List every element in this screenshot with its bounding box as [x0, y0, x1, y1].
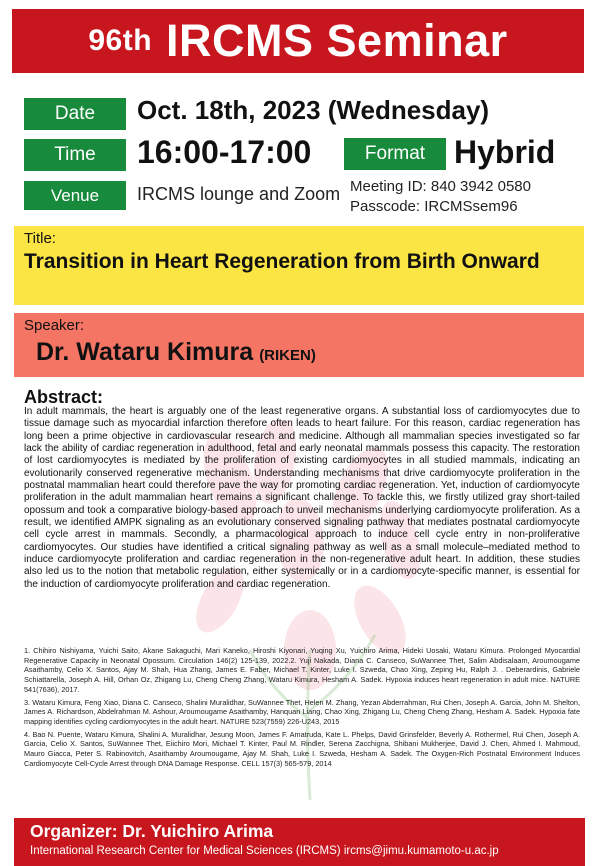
time-value: 16:00-17:00 [137, 134, 312, 170]
format-label: Format [344, 138, 446, 170]
title-label: Title: [24, 230, 56, 247]
abstract-body: In adult mammals, the heart is arguably one of the least regenerative organs. A substantial loss of cardiomyocytes due to tissue damage such as myocardial infarction therefore often leads to heart failure. For this reason, cardiac regeneration has long been a prime objective in cardiovascular research and medicine. Although all mammalian species investigated so far lack the ability of cardiac regeneration in adulthood, fetal and early neonatal mammals possess this capacity. The restoration of lost cardiomyocytes is mediated by the proliferation of existing cardiomyocytes in all studied mammals, indicating an evolutionarily conserved regenerative mechanism. Understanding mechanisms that drive cardiomyocyte proliferation in the postnatal mammalian heart could therefore pave the way for promoting cardiac regeneration. Yet, induction of cardiomyocyte proliferation in the adult mammalian heart remains a significant challenge. To tackle this, we firstly utilized gray short-tailed opossum and took a comparative biology-based approach to unveil mechanisms underlying cardiomyocyte proliferation. As a result, we identified AMPK signaling as an evolutionary conserved signaling pathway that mediates postnatal cardiomyocyte cell cycle arrest in mammals. Secondly, a pharmacological approach to induce cell cycle entry in non-proliferative cardiomyocytes. Our studies have identified a critical signaling pathway as well as a small molecule–mediated method to induce cardiomyocyte proliferation and cardiac regeneration in the non-regenerative adult heart. In addition, these studies also led us to the notion that metabolic regulation, either systemically or in a cardiomyocyte-specific manner, is essential for the induction of cardiomyocyte proliferation and cardiac regeneration. [24, 406, 580, 590]
abstract-heading: Abstract: [24, 387, 104, 407]
venue-value: IRCMS lounge and Zoom [137, 184, 341, 204]
speaker-label: Speaker: [24, 317, 85, 334]
talk-title: Transition in Heart Regeneration from Birth Onward [24, 250, 540, 273]
speaker-name: Dr. Wataru Kimura [36, 338, 254, 366]
reference-item: 3. Wataru Kimura, Feng Xiao, Diana C. Canseco, Shalini Muralidhar, SuWannee Thet, Helen M. Zhang, Yezan Abderrahman, Rui Chen, Joseph A. Garcia, John M. Shelton, James A. Richardson, Abdelrahman M. Ashour, Aroumougame Asaithamby, Hanquan Liang, Chao Xing, Zhigang Lu, Cheng Cheng Zhang, Hesham A. Sadek. Hypoxia fate mapping identifies cycling cardiomyocytes in the adult heart. NATURE 523(7559) 226-U243, 2015 [24, 697, 580, 726]
venue-label: Venue [24, 181, 126, 210]
organizer-name: Organizer: Dr. Yuichiro Arima [30, 821, 274, 841]
date-label: Date [24, 98, 126, 130]
institution-contact: International Research Center for Medical Sciences (IRCMS) ircms@jimu.kumamoto-u.ac.jp [30, 845, 499, 857]
speaker-affiliation: (RIKEN) [259, 347, 316, 364]
reference-item: 1. Chihiro Nishiyama, Yuichi Saito, Akane Sakaguchi, Mari Kaneko, Hiroshi Kiyonari, Yuqing Xu, Yuichiro Arima, Hideki Uosaki, Wataru Kimura. Prolonged Myocardial Regenerative Capacity in Neonatal Opossum. Circulation 146(2) 125-139, 2022.2. Yuji Nakada, Diana C. Canseco, SuWannee Thet, Salim Abdisalaam, Aroumougame Asaithamby, Celio X. Santos, Ajay M. Shah, Hua Zhang, James E. Faber, Michael T. Kinter, Luke I. Szweda, Chao Xing, Zeping Hu, Ralph J. . Deberardinis, Gabriele Schiattarella, Joseph A. Hill, Orhan Oz, Zhigang Lu, Cheng Cheng Zhang, Wataru Kimura, Hesham A. Sadek. Hypoxia induces heart regeneration in adult mice. NATURE 541(7636), 2017. [24, 646, 580, 694]
seminar-banner [12, 9, 584, 73]
meeting-passcode: Passcode: IRCMSsem96 [350, 198, 518, 215]
meeting-id: Meeting ID: 840 3942 0580 [350, 178, 531, 195]
time-label: Time [24, 139, 126, 171]
speaker-box [14, 313, 584, 377]
talk-title-box [14, 226, 584, 305]
format-value: Hybrid [454, 134, 556, 170]
organizer-footer [14, 818, 585, 866]
reference-item: 4. Bao N. Puente, Wataru Kimura, Shalini A. Muralidhar, Jesung Moon, James F. Amatruda, Kate L. Phelps, David Grinsfelder, Beverly A. Rothermel, Rui Chen, Joseph A. Garcia, Celio X. Santos, SuWannee Thet, Eiichiro Mori, Michael T. Kinter, Paul M. Rindler, Serena Zacchigna, Shibani Mukherjee, David J. Chen, Ahmed I. Mahmoud, Mauro Giacca, Peter S. Rabinovitch, Asaithamby Aroumougame, Ajay M. Shah, Luke I. Szweda, Hesham A. Sadek. The Oxygen-Rich Postnatal Environment Induces Cardiomyocyte Cell-Cycle Arrest through DNA Damage Response. CELL 157(3) 565-579, 2014 [24, 729, 580, 768]
seminar-number: 96th [88, 24, 153, 57]
seminar-title: IRCMS Seminar [166, 15, 508, 66]
speaker-line [36, 338, 316, 367]
references [24, 646, 580, 771]
date-value: Oct. 18th, 2023 (Wednesday) [137, 95, 490, 125]
